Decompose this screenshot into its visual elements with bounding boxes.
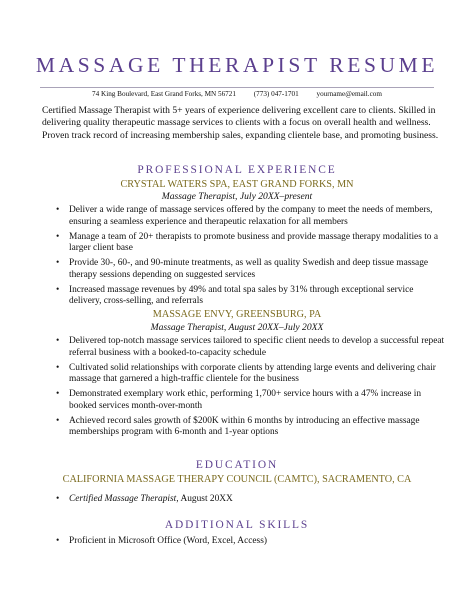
bullet-icon: • (56, 231, 60, 242)
job-2-bullets (56, 336, 448, 442)
job-1-role: Massage Therapist, July 20XX–present (161, 191, 313, 202)
list-item: • Demonstrated exemplary work ethic, performing 1,700+ service hours with a 47% increase in booked services month-over-month (56, 389, 422, 411)
contact-phone: (773) 047-1701 (253, 90, 299, 98)
list-item (56, 494, 448, 506)
bullet-icon: • (56, 258, 60, 269)
education-heading: EDUCATION (195, 459, 279, 471)
bullet-icon: • (56, 284, 60, 295)
education-list (56, 494, 448, 509)
education-org: CALIFORNIA MASSAGE THERAPY COUNCIL (CAMTC), SACRAMENTO, CA (62, 474, 412, 485)
education-credential: Certified Massage Therapist (69, 494, 177, 504)
education-date: , August 20XX (176, 494, 233, 504)
skills-list (56, 536, 448, 551)
list-item: • Provide 30-, 60-, and 90-minute treatments, as well as quality Swedish and deep tissue massage therapy sessions depending on suggested services (56, 258, 429, 280)
resume-title: MASSAGE THERAPIST RESUME (35, 53, 439, 77)
experience-heading: PROFESSIONAL EXPERIENCE (137, 164, 337, 176)
bullet-icon: • (56, 536, 60, 546)
job-1-bullets (56, 205, 448, 311)
job-2-role: Massage Therapist, August 20XX–July 20XX (150, 322, 324, 333)
contact-address: 74 King Boulevard, East Grand Forks, MN 56721 (92, 90, 236, 98)
bullet-icon: • (56, 336, 60, 346)
title-divider (40, 87, 434, 88)
list-item: • Cultivated solid relationships with corporate clients by attending large events and delivering chair massage that garnered a high-traffic clientele for the business (56, 362, 436, 385)
list-item: • Achieved record sales growth of $200K within 6 months by introducing an effective massage memberships program with 6-month and 1-year options (56, 415, 420, 438)
list-item: • Increased massage revenues by 49% and total spa sales by 31% through exceptional service delivery, cross-selling, and referrals (56, 284, 414, 307)
contact-email: yourname@email.com (316, 90, 382, 98)
contact-line (0, 90, 474, 98)
bullet-icon: • (56, 494, 60, 504)
bullet-icon: • (56, 205, 60, 215)
list-item: • Deliver a wide range of massage services offered by the company to meet the needs of members, ensuring a seamless experience and therapeutic relaxation for all members (56, 205, 433, 227)
summary (42, 105, 444, 142)
job-1-org: CRYSTAL WATERS SPA, EAST GRAND FORKS, MN (120, 179, 354, 190)
bullet-icon: • (56, 415, 60, 426)
summary-text: Certified Massage Therapist with 5+ years of experience delivering excellent care to clients. Skilled in delivering quality therapeutic massage services to clients with a focus on overall health and wellness. Proven track record of increasing membership sales, expanding clientele base, and promoting business. (42, 105, 439, 141)
skills-heading: ADDITIONAL SKILLS (164, 519, 310, 531)
list-item: • Proficient in Microsoft Office (Word, Excel, Access) (56, 536, 267, 546)
bullet-icon: • (56, 362, 60, 373)
list-item: • Delivered top-notch massage services tailored to specific client needs to develop a successful repeat referral business with a booked-to-capacity schedule (56, 336, 445, 358)
job-2-org: MASSAGE ENVY, GREENSBURG, PA (152, 309, 322, 320)
bullet-icon: • (56, 389, 60, 400)
list-item: • Manage a team of 20+ therapists to promote business and provide massage therapy modalities to a larger client base (56, 231, 438, 254)
